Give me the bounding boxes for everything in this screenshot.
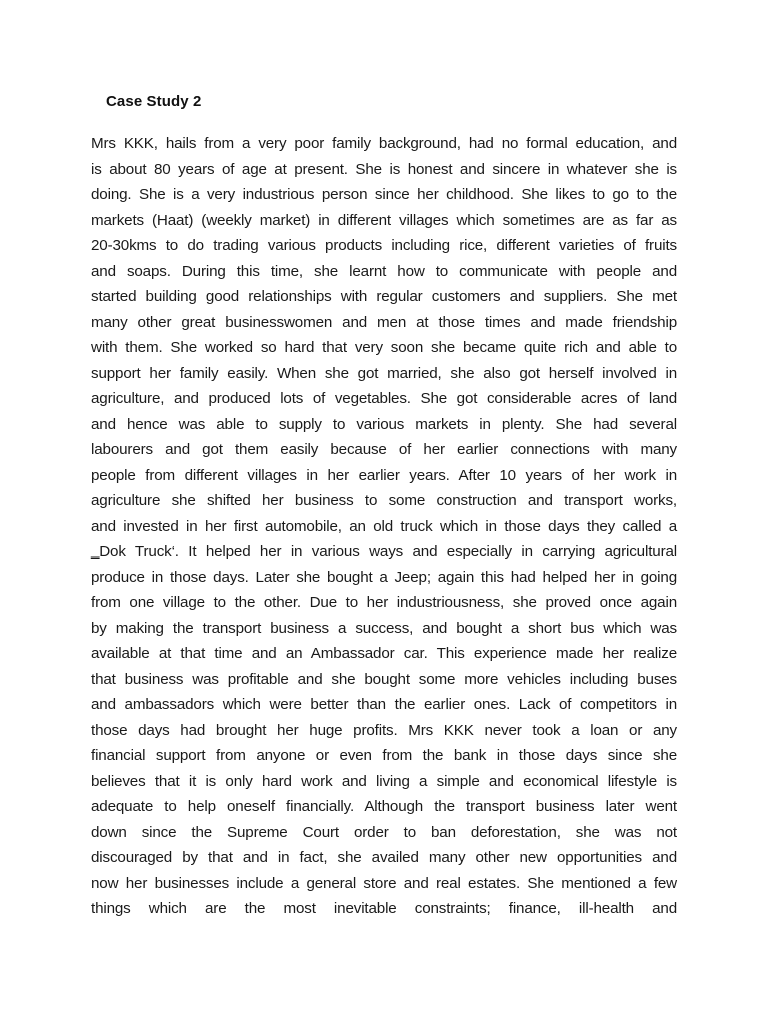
- body-text-line: believes that it is only hard work and living a simple and economical lifestyle is: [91, 772, 677, 790]
- body-text-line: with them. She worked so hard that very soon she became quite rich and able to: [91, 339, 677, 356]
- body-text-line: those days had brought her huge profits. Mrs KKK never took a loan or any: [91, 721, 677, 739]
- body-text-line: and hence was able to supply to various markets in plenty. She had several: [91, 415, 677, 433]
- body-text-line: produce in those days. Later she bought a Jeep; again this had helped her in going: [91, 568, 677, 586]
- body-text-line: and soaps. During this time, she learnt how to communicate with people and: [91, 262, 677, 280]
- body-text-line: people from different villages in her earlier years. After 10 years of her work in: [91, 466, 677, 484]
- body-text-line: financial support from anyone or even from the bank in those days since she: [91, 747, 677, 764]
- body-text-line: things which are the most inevitable constraints; finance, ill-health and: [91, 900, 677, 917]
- body-text-line: discouraged by that and in fact, she availed many other new opportunities and: [91, 849, 677, 866]
- body-text-line: support her family easily. When she got married, she also got herself involved in: [91, 364, 677, 382]
- body-text-line: from one village to the other. Due to her industriousness, she proved once again: [91, 594, 677, 611]
- body-text-line: now her businesses include a general store and real estates. She mentioned a few: [91, 874, 677, 892]
- body-text-line: that business was profitable and she bought some more vehicles including buses: [91, 670, 677, 688]
- body-text-line: markets (Haat) (weekly market) in different villages which sometimes are as far as: [91, 211, 677, 229]
- body-text-line: ‗Dok Truck‘. It helped her in various ways and especially in carrying agricultural: [91, 543, 677, 560]
- body-text-line: doing. She is a very industrious person since her childhood. She likes to go to the: [91, 186, 677, 203]
- body-text-line: and invested in her first automobile, an old truck which in those days they called a: [91, 517, 677, 535]
- body-text-line: 20-30kms to do trading various products including rice, different varieties of fruits: [91, 237, 677, 254]
- body-text-line: Mrs KKK, hails from a very poor family background, had no formal education, and: [91, 135, 677, 152]
- body-text-line: by making the transport business a success, and bought a short bus which was: [91, 619, 677, 637]
- body-text-line: down since the Supreme Court order to ban deforestation, she was not: [91, 823, 677, 841]
- body-text-line: agriculture she shifted her business to some construction and transport works,: [91, 492, 677, 509]
- case-study-heading: Case Study 2: [106, 93, 202, 110]
- body-text-line: agriculture, and produced lots of vegetables. She got considerable acres of land: [91, 390, 677, 407]
- body-text-line: available at that time and an Ambassador car. This experience made her realize: [91, 645, 677, 662]
- body-text-line: labourers and got them easily because of her earlier connections with many: [91, 441, 677, 458]
- case-study-body: [91, 131, 677, 922]
- body-text-line: and ambassadors which were better than the earlier ones. Lack of competitors in: [91, 696, 677, 713]
- body-text-line: adequate to help oneself financially. Although the transport business later went: [91, 798, 677, 815]
- body-text-line: started building good relationships with regular customers and suppliers. She met: [91, 288, 677, 305]
- body-text-line: is about 80 years of age at present. She is honest and sincere in whatever she is: [91, 160, 677, 178]
- body-text-line: many other great businesswomen and men at those times and made friendship: [91, 313, 677, 331]
